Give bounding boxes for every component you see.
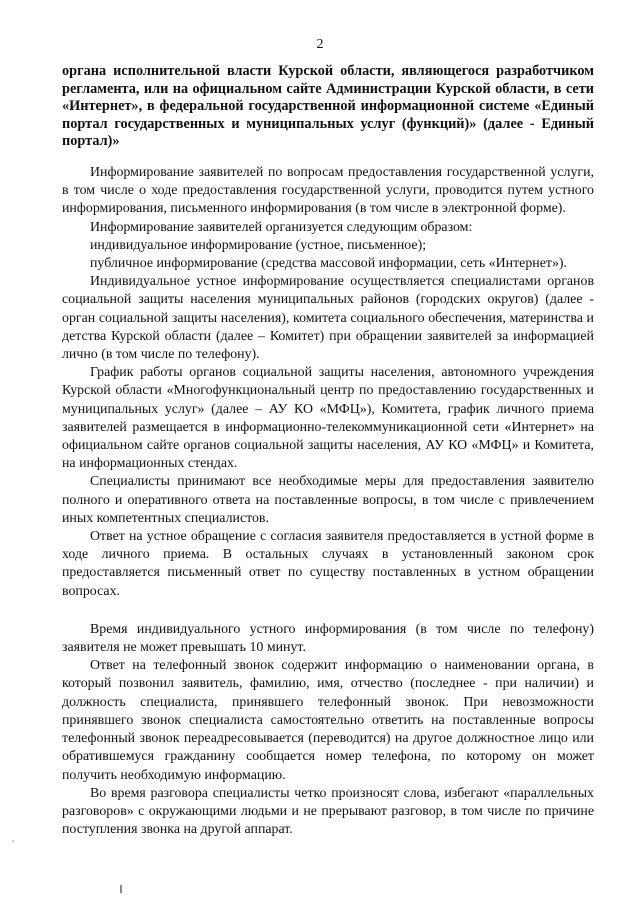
paragraph-phone-answer: Ответ на телефонный звонок содержит информацию о наименовании органа, в который позвонил заявитель, фамилию, имя, отчество (последнее - при наличии) и должность специалиста, принявшего телефонный звонок. При невозможности принявшего звонок специалиста самостоятельно ответить на поставленные вопросы телефонный звонок переадресовывается (переводится) на другое должностное лицо или обратившемуся гражданину сообщается номер телефона, по которому он может получить необходимую информацию. — [62, 658, 594, 783]
paragraph-informing-organization: Информирование заявителей организуется следующим образом: — [90, 219, 473, 235]
page-number: 2 — [316, 37, 324, 52]
margin-mark — [120, 885, 122, 893]
paragraph-work-schedule: График работы органов социальной защиты населения, автономного учреждения Курской области «Многофункциональный центр по предоставлению государственных и муниципальных услуг» (далее – АУ КО «МФЦ»), Комитета, график личного приема заявителей размещается в информационно-телекоммуникационной сети «Интернет» на официальном сайте органов социальной защиты населения, АУ КО «МФЦ» и Комитета, на информационных стендах. — [62, 365, 594, 472]
paragraph-informing-time: Время индивидуального устного информирования (в том числе по телефону) заявителя не может превышать 10 минут. — [62, 621, 594, 656]
paragraph-informing-methods: Информирование заявителей по вопросам предоставления государственной услуги, в том числе о ходе предоставления государственной услуги, проводится путем устного информирования, письменного информирования (в том числе в электронной форме). — [62, 165, 594, 217]
paragraph-conversation-rules: Во время разговора специалисты четко произносят слова, избегают «параллельных разговоров» с окружающими людьми и не прерывают разговор, в том числе по причине поступления звонка на другой аппарат. — [62, 785, 594, 838]
body-text — [62, 164, 594, 839]
paragraph-specialists-measures: Специалисты принимают все необходимые меры для предоставления заявителю полного и оперативного ответа на поставленные вопросы, в том числе с привлечением иных компетентных специалистов. — [62, 474, 594, 526]
section-heading: органа исполнительной власти Курской области, являющегося разработчиком регламента, или на официальном сайте Администрации Курской области, в сети «Интернет», в федеральной государственной информационной системе «Единый портал государственных и муниципальных услуг (функций)» (далее - Единый портал)» — [62, 63, 594, 150]
paragraph-oral-informing: Индивидуальное устное информирование осуществляется специалистами органов социальной защиты населения муниципальных районов (городских округов) (далее - орган социальной защиты населения), комитета социального обеспечения, материнства и детства Курской области (далее – Комитет) при обращении заявителей за информацией лично (в том числе по телефону). — [62, 274, 594, 363]
scan-artifact — [12, 840, 14, 842]
paragraph-public-informing: публичное информирование (средства массовой информации, сеть «Интернет»). — [90, 256, 567, 272]
paragraph-individual-informing: индивидуальное информирование (устное, письменное); — [90, 237, 427, 253]
paragraph-oral-answer: Ответ на устное обращение с согласия заявителя предоставляется в устной форме в ходе личного приема. В остальных случаях в установленный законом срок предоставляется письменный ответ по существу поставленных в устном обращении вопросах. — [62, 529, 594, 599]
